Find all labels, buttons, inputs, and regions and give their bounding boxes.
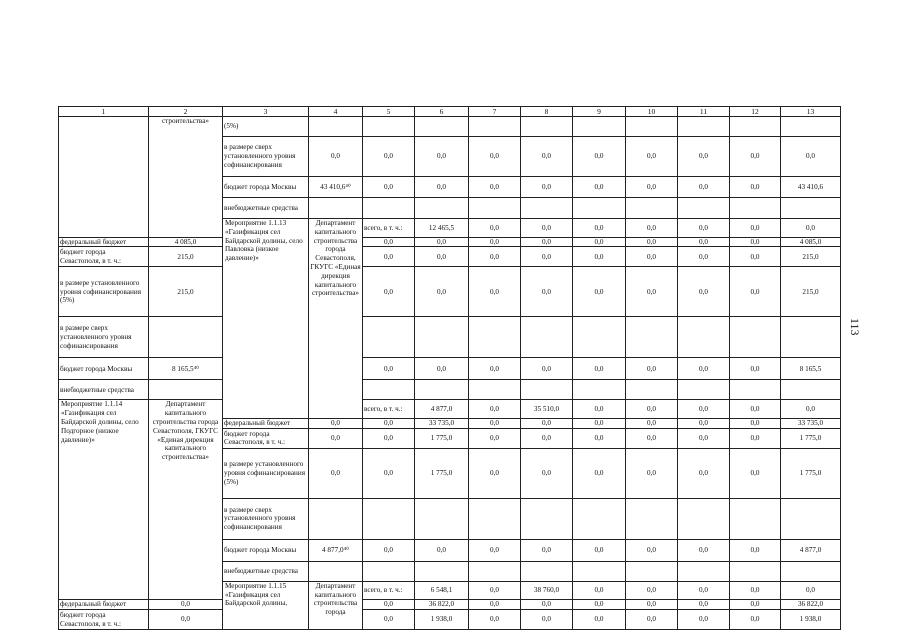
value-cell [521,317,573,358]
value-cell: 8 165,5 [781,358,841,380]
value-cell: 0,0 [469,219,521,238]
measure-name-cell: Мероприятие 1.1.15 «Газификация сел Байдарской долины, [223,581,309,629]
column-header: 10 [626,107,678,117]
value-cell [626,198,678,219]
value-cell: 4 877,0⁴⁰ [309,539,363,561]
column-header: 8 [521,107,573,117]
value-cell: 0,0 [626,247,678,267]
value-cell [573,198,626,219]
funding-source-cell: внебюджетные средства [223,561,309,581]
value-cell [309,561,363,581]
value-cell: 0,0 [469,448,521,498]
value-cell: 0,0 [363,137,415,177]
value-cell: 8 165,5⁴⁰ [149,358,223,380]
funding-source-cell: бюджет города Москвы [223,539,309,561]
value-cell: 0,0 [730,419,781,429]
value-cell: 0,0 [678,581,730,600]
value-cell: 0,0 [149,600,223,610]
value-cell [626,498,678,539]
value-cell: 0,0 [415,177,469,198]
value-cell [626,117,678,137]
value-cell [415,317,469,358]
measure-name-cell [59,117,149,238]
value-cell: 0,0 [363,448,415,498]
value-cell [363,117,415,137]
value-cell: 0,0 [730,137,781,177]
funding-source-cell: бюджет города Москвы [223,177,309,198]
value-cell: 0,0 [730,581,781,600]
value-cell: 0,0 [469,358,521,380]
value-cell: 36 822,0 [781,600,841,610]
value-cell [730,317,781,358]
value-cell: 0,0 [573,358,626,380]
value-cell: 0,0 [626,137,678,177]
value-cell [573,117,626,137]
budget-table [58,106,841,630]
value-cell: 0,0 [469,428,521,448]
value-cell: 0,0 [626,610,678,630]
value-cell: 0,0 [363,267,415,317]
value-cell: 0,0 [469,581,521,600]
value-cell: 0,0 [469,419,521,429]
value-cell: 4 877,0 [415,400,469,419]
value-cell [626,561,678,581]
value-cell [469,317,521,358]
funding-source-cell: всего, в т. ч.: [363,400,415,419]
value-cell: 0,0 [469,539,521,561]
column-header: 13 [781,107,841,117]
value-cell: 4 877,0 [781,539,841,561]
value-cell: 0,0 [469,177,521,198]
value-cell: 0,0 [678,428,730,448]
value-cell: 0,0 [678,539,730,561]
value-cell: 1 938,0 [415,610,469,630]
value-cell [469,498,521,539]
value-cell: 0,0 [521,137,573,177]
value-cell [363,380,415,400]
value-cell: 33 735,0 [781,419,841,429]
executor-cell: Департамент капитального строительства города Севастополя, ГКУГС «Единая дирекция капитального строительства» [149,400,223,600]
value-cell: 0,0 [626,600,678,610]
table-row [59,610,841,630]
column-header: 4 [309,107,363,117]
value-cell: 0,0 [573,400,626,419]
value-cell: 215,0 [781,267,841,317]
value-cell [626,317,678,358]
value-cell: 0,0 [521,428,573,448]
value-cell: 1 775,0 [415,428,469,448]
value-cell: 43 410,6 [781,177,841,198]
value-cell [730,117,781,137]
value-cell [730,498,781,539]
value-cell: 0,0 [521,600,573,610]
value-cell: 0,0 [415,267,469,317]
value-cell: 0,0 [781,137,841,177]
value-cell [415,380,469,400]
value-cell: 0,0 [521,610,573,630]
funding-source-cell: всего, в т. ч.: [363,219,415,238]
value-cell [309,498,363,539]
executor-cell: Департамент капитального строительства города [309,581,363,629]
value-cell [573,561,626,581]
table-row [59,600,841,610]
value-cell [781,198,841,219]
value-cell: 0,0 [678,247,730,267]
column-header: 1 [59,107,149,117]
value-cell [781,498,841,539]
value-cell [521,198,573,219]
value-cell [415,117,469,137]
column-header: 2 [149,107,223,117]
value-cell [469,198,521,219]
funding-source-cell: федеральный бюджет [223,419,309,429]
value-cell: 0,0 [626,267,678,317]
value-cell: 0,0 [730,428,781,448]
funding-source-cell: внебюджетные средства [223,198,309,219]
value-cell [626,380,678,400]
value-cell: 0,0 [730,358,781,380]
value-cell: 0,0 [730,267,781,317]
value-cell: 0,0 [730,539,781,561]
table-row [59,267,841,317]
value-cell: 0,0 [415,137,469,177]
value-cell [678,198,730,219]
value-cell: 0,0 [521,448,573,498]
value-cell: 0,0 [363,428,415,448]
value-cell: 215,0 [149,267,223,317]
value-cell: 1 775,0 [415,448,469,498]
value-cell: 0,0 [521,237,573,247]
value-cell: 36 822,0 [415,600,469,610]
value-cell: 0,0 [363,358,415,380]
value-cell: 0,0 [573,237,626,247]
value-cell [730,561,781,581]
value-cell: 0,0 [626,400,678,419]
value-cell: 0,0 [573,247,626,267]
value-cell: 0,0 [626,419,678,429]
value-cell [521,498,573,539]
value-cell [521,117,573,137]
value-cell: 0,0 [469,137,521,177]
value-cell: 0,0 [469,610,521,630]
value-cell: 0,0 [730,600,781,610]
value-cell: 33 735,0 [415,419,469,429]
value-cell: 0,0 [363,600,415,610]
value-cell: 0,0 [781,400,841,419]
value-cell [363,317,415,358]
value-cell: 0,0 [626,448,678,498]
value-cell: 0,0 [573,428,626,448]
column-header: 5 [363,107,415,117]
value-cell: 0,0 [363,419,415,429]
funding-source-cell: (5%) [223,117,309,137]
value-cell: 0,0 [573,539,626,561]
value-cell: 0,0 [469,237,521,247]
funding-source-cell: внебюджетные средства [59,380,149,400]
value-cell: 1 775,0 [781,448,841,498]
value-cell: 0,0 [678,600,730,610]
value-cell: 0,0 [573,581,626,600]
column-header: 12 [730,107,781,117]
value-cell: 43 410,6⁴⁰ [309,177,363,198]
value-cell: 0,0 [309,419,363,429]
value-cell: 0,0 [415,247,469,267]
value-cell: 0,0 [363,177,415,198]
value-cell [469,561,521,581]
value-cell: 0,0 [415,539,469,561]
value-cell: 38 760,0 [521,581,573,600]
value-cell: 0,0 [626,219,678,238]
value-cell [521,561,573,581]
value-cell: 0,0 [521,177,573,198]
value-cell: 35 510,0 [521,400,573,419]
executor-cell: строительства» [149,117,223,238]
value-cell [469,117,521,137]
column-header: 3 [223,107,309,117]
funding-source-cell: федеральный бюджет [59,237,149,247]
value-cell: 0,0 [309,448,363,498]
funding-source-cell: федеральный бюджет [59,600,149,610]
funding-source-cell: в размере сверх установленного уровня софинансирования [223,498,309,539]
funding-source-cell: в размере сверх установленного уровня софинансирования [59,317,149,358]
column-header: 9 [573,107,626,117]
value-cell: 0,0 [149,610,223,630]
value-cell: 6 548,1 [415,581,469,600]
table-row [59,317,841,358]
value-cell: 0,0 [573,137,626,177]
value-cell: 0,0 [730,177,781,198]
funding-source-cell: в размере сверх установленного уровня софинансирования [223,137,309,177]
value-cell: 0,0 [521,539,573,561]
value-cell: 0,0 [626,539,678,561]
measure-name-cell: Мероприятие 1.1.14 «Газификация сел Байдарской долины, село Подгорное (низкое давление)» [59,400,149,600]
value-cell: 0,0 [309,137,363,177]
value-cell [678,317,730,358]
column-header: 6 [415,107,469,117]
value-cell: 0,0 [363,237,415,247]
value-cell: 0,0 [521,267,573,317]
value-cell: 4 085,0 [781,237,841,247]
value-cell [309,198,363,219]
value-cell [309,117,363,137]
value-cell [781,117,841,137]
funding-source-cell: бюджет города Севастополя, в т. ч.: [223,428,309,448]
column-header: 11 [678,107,730,117]
value-cell: 0,0 [626,237,678,247]
value-cell [781,380,841,400]
value-cell: 0,0 [730,219,781,238]
page-number: 113 [848,318,862,336]
value-cell: 0,0 [363,247,415,267]
value-cell [573,498,626,539]
value-cell: 0,0 [626,358,678,380]
value-cell: 1 938,0 [781,610,841,630]
funding-source-cell: бюджет города Севастополя, в т. ч.: [59,247,149,267]
value-cell: 0,0 [678,219,730,238]
table-row [59,380,841,400]
value-cell [678,380,730,400]
value-cell: 0,0 [309,428,363,448]
value-cell: 12 465,5 [415,219,469,238]
value-cell [415,561,469,581]
value-cell: 0,0 [626,177,678,198]
value-cell: 0,0 [678,610,730,630]
value-cell: 0,0 [626,581,678,600]
value-cell: 0,0 [415,237,469,247]
value-cell [678,498,730,539]
value-cell: 0,0 [363,539,415,561]
value-cell: 0,0 [730,610,781,630]
funding-source-cell: бюджет города Севастополя, в т. ч.: [59,610,149,630]
value-cell: 0,0 [678,448,730,498]
value-cell: 0,0 [781,219,841,238]
value-cell [730,380,781,400]
value-cell [781,317,841,358]
value-cell [149,317,223,358]
table-row [59,237,841,247]
value-cell: 0,0 [678,177,730,198]
value-cell: 0,0 [573,267,626,317]
value-cell [415,498,469,539]
funding-source-cell: в размере установленного уровня софинансирования (5%) [223,448,309,498]
value-cell: 0,0 [678,358,730,380]
value-cell [521,380,573,400]
value-cell: 0,0 [730,247,781,267]
value-cell: 0,0 [521,358,573,380]
value-cell: 0,0 [573,419,626,429]
value-cell [678,117,730,137]
value-cell: 0,0 [678,400,730,419]
value-cell: 0,0 [678,237,730,247]
value-cell: 0,0 [573,448,626,498]
measure-name-cell: Мероприятие 1.1.13 «Газификация сел Байдарской долины, село Павловка (низкое давление)» [223,219,309,419]
value-cell: 0,0 [415,358,469,380]
value-cell: 0,0 [730,237,781,247]
value-cell: 0,0 [730,400,781,419]
value-cell: 0,0 [521,419,573,429]
value-cell: 0,0 [521,219,573,238]
value-cell: 0,0 [781,581,841,600]
table-row [59,358,841,380]
value-cell: 215,0 [149,247,223,267]
value-cell: 0,0 [469,400,521,419]
value-cell [781,561,841,581]
value-cell [730,198,781,219]
value-cell: 1 775,0 [781,428,841,448]
table-row [59,400,841,419]
value-cell: 0,0 [626,428,678,448]
value-cell: 0,0 [678,137,730,177]
table-row [59,117,841,137]
executor-cell: Департамент капитального строительства города Севастополя, ГКУГС «Единая дирекция капитального строительства» [309,219,363,419]
value-cell: 4 085,0 [149,237,223,247]
value-cell: 0,0 [469,267,521,317]
value-cell [415,198,469,219]
value-cell: 0,0 [678,419,730,429]
value-cell [469,380,521,400]
value-cell [149,380,223,400]
value-cell: 0,0 [573,219,626,238]
value-cell: 0,0 [521,247,573,267]
table-header-row [59,107,841,117]
value-cell [573,380,626,400]
value-cell: 0,0 [678,267,730,317]
table-row [59,247,841,267]
table-body [59,107,841,630]
funding-source-cell: бюджет города Москвы [59,358,149,380]
value-cell [573,317,626,358]
value-cell: 215,0 [781,247,841,267]
value-cell [363,198,415,219]
value-cell: 0,0 [573,610,626,630]
value-cell: 0,0 [469,600,521,610]
column-header: 7 [469,107,521,117]
value-cell: 0,0 [469,247,521,267]
funding-source-cell: всего, в т. ч.: [363,581,415,600]
value-cell: 0,0 [363,610,415,630]
value-cell [363,498,415,539]
value-cell [678,561,730,581]
value-cell: 0,0 [573,600,626,610]
value-cell: 0,0 [573,177,626,198]
funding-source-cell: в размере установленного уровня софинансирования (5%) [59,267,149,317]
value-cell [363,561,415,581]
value-cell: 0,0 [730,448,781,498]
